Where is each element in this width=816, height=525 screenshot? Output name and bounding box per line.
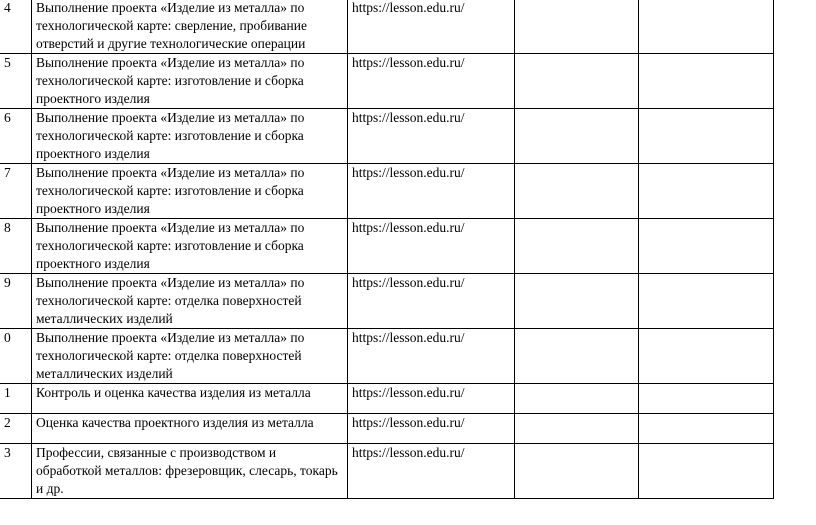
row-number: 0 (4, 330, 11, 345)
table-row (0, 0, 774, 54)
row-number-cell (0, 329, 32, 384)
table-row (0, 444, 774, 499)
topic-cell: Контроль и оценка качества изделия из металла (32, 384, 348, 414)
topic-cell: Оценка качества проектного изделия из металла (32, 414, 348, 444)
topic-cell: Профессии, связанные с производством и обработкой металлов: фрезеровщик, слесарь, токарь и др. (32, 444, 348, 499)
topic-cell: Выполнение проекта «Изделие из металла» по технологической карте: изготовление и сборка проектного изделия (32, 109, 348, 164)
row-number-cell (0, 444, 32, 499)
table-row (0, 219, 774, 274)
row-number: 6 (4, 110, 11, 125)
resource-link[interactable]: https://lesson.edu.ru/ (348, 384, 515, 414)
empty-cell (515, 54, 639, 109)
empty-cell (639, 109, 774, 164)
topic-cell: Выполнение проекта «Изделие из металла» по технологической карте: отделка поверхностей металлических изделий (32, 329, 348, 384)
row-number: 9 (4, 275, 11, 290)
topic-cell: Выполнение проекта «Изделие из металла» по технологической карте: изготовление и сборка проектного изделия (32, 164, 348, 219)
resource-link[interactable]: https://lesson.edu.ru/ (348, 219, 515, 274)
row-number-cell (0, 384, 32, 414)
empty-cell (639, 0, 774, 54)
empty-cell (515, 0, 639, 54)
empty-cell (639, 329, 774, 384)
table-row (0, 274, 774, 329)
topic-cell: Выполнение проекта «Изделие из металла» по технологической карте: изготовление и сборка проектного изделия (32, 54, 348, 109)
row-number-cell (0, 109, 32, 164)
empty-cell (515, 109, 639, 164)
resource-link[interactable]: https://lesson.edu.ru/ (348, 329, 515, 384)
empty-cell (515, 329, 639, 384)
empty-cell (515, 164, 639, 219)
row-number: 5 (4, 55, 11, 70)
empty-cell (515, 384, 639, 414)
row-number: 3 (4, 445, 11, 460)
empty-cell (639, 219, 774, 274)
resource-link[interactable]: https://lesson.edu.ru/ (348, 164, 515, 219)
row-number-cell (0, 219, 32, 274)
topic-cell: Выполнение проекта «Изделие из металла» по технологической карте: отделка поверхностей металлических изделий (32, 274, 348, 329)
row-number-cell (0, 274, 32, 329)
table-row (0, 164, 774, 219)
resource-link[interactable]: https://lesson.edu.ru/ (348, 109, 515, 164)
empty-cell (515, 274, 639, 329)
empty-cell (515, 414, 639, 444)
row-number: 8 (4, 220, 11, 235)
row-number: 4 (4, 0, 11, 15)
topic-cell: Выполнение проекта «Изделие из металла» по технологической карте: сверление, пробивание отверстий и другие технологические операции (32, 0, 348, 54)
row-number-cell (0, 164, 32, 219)
empty-cell (639, 444, 774, 499)
table-row (0, 329, 774, 384)
resource-link[interactable]: https://lesson.edu.ru/ (348, 54, 515, 109)
resource-link[interactable]: https://lesson.edu.ru/ (348, 0, 515, 54)
empty-cell (515, 444, 639, 499)
row-number-cell (0, 414, 32, 444)
table-row (0, 414, 774, 444)
row-number-cell (0, 0, 32, 54)
empty-cell (639, 164, 774, 219)
empty-cell (639, 384, 774, 414)
empty-cell (639, 54, 774, 109)
row-number: 7 (4, 165, 11, 180)
table-row (0, 109, 774, 164)
resource-link[interactable]: https://lesson.edu.ru/ (348, 414, 515, 444)
row-number: 1 (4, 385, 11, 400)
empty-cell (515, 219, 639, 274)
resource-link[interactable]: https://lesson.edu.ru/ (348, 444, 515, 499)
row-number: 2 (4, 415, 11, 430)
table-row (0, 384, 774, 414)
empty-cell (639, 414, 774, 444)
resource-link[interactable]: https://lesson.edu.ru/ (348, 274, 515, 329)
table-row (0, 54, 774, 109)
empty-cell (639, 274, 774, 329)
row-number-cell (0, 54, 32, 109)
topic-cell: Выполнение проекта «Изделие из металла» по технологической карте: изготовление и сборка проектного изделия (32, 219, 348, 274)
